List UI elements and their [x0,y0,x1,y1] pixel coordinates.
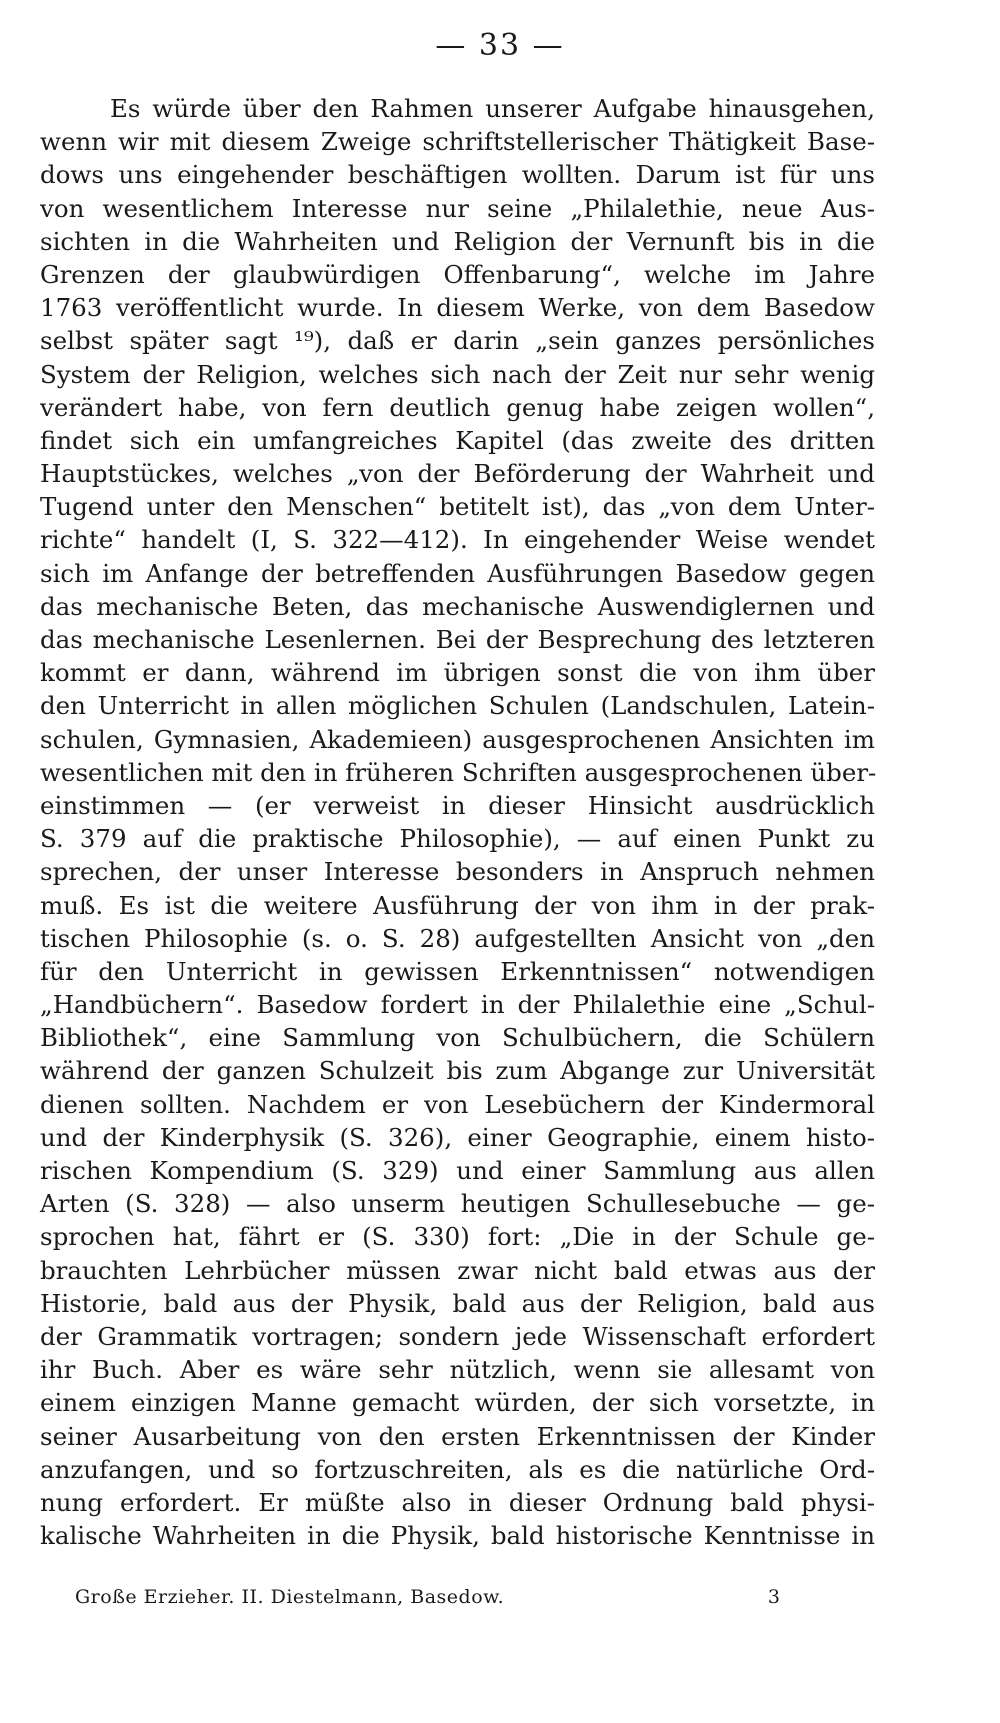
text-line: brauchten Lehrbücher müssen zwar nicht bald etwas aus der [40,1255,875,1285]
text-line: ihr Buch. Aber es wäre sehr nützlich, wenn sie allesamt von [40,1355,875,1385]
text-line: während der ganzen Schulzeit bis zum Abgange zur Universität [40,1056,875,1086]
text-line: muß. Es ist die weitere Ausführung der von ihm in der prak- [40,890,875,920]
text-line: sprechen, der unser Interesse besonders in Anspruch nehmen [40,857,875,887]
text-line: das mechanische Beten, das mechanische Auswendiglernen und [40,591,875,621]
text-line: findet sich ein umfangreiches Kapitel (das zweite des dritten [40,425,875,455]
text-line: selbst später sagt ¹⁹), daß er darin „sein ganzes persönliches [40,326,875,356]
text-line: Bibliothek“, eine Sammlung von Schulbüchern, die Schülern [40,1023,875,1053]
text-line: Grenzen der glaubwürdigen Offenbarung“, welche im Jahre [40,259,875,289]
text-line: Hauptstückes, welches „von der Beförderung der Wahrheit und [40,459,875,489]
text-line: dows uns eingehender beschäftigen wollten. Darum ist für uns [40,160,875,190]
text-line: kalische Wahrheiten in die Physik, bald historische Kenntnisse in [40,1521,875,1551]
text-line: seiner Ausarbeitung von den ersten Erkenntnissen der Kinder [40,1421,875,1451]
text-line: einem einzigen Manne gemacht würden, der sich vorsetzte, in [40,1388,875,1418]
text-line: „Handbüchern“. Basedow fordert in der Philalethie eine „Schul- [40,990,875,1020]
sheet-number: 3 [767,1586,780,1608]
text-line: Tugend unter den Menschen“ betitelt ist), das „von dem Unter- [40,492,875,522]
text-line: richte“ handelt (I, S. 322—412). In eingehender Weise wendet [40,525,875,555]
text-line: sich im Anfange der betreffenden Ausführungen Basedow gegen [40,558,875,588]
text-line: rischen Kompendium (S. 329) und einer Sammlung aus allen [40,1156,875,1185]
text-line: und der Kinderphysik (S. 326), einer Geographie, einem histo- [40,1122,875,1152]
text-line: Historie, bald aus der Physik, bald aus der Religion, bald aus [40,1288,875,1318]
text-line: der Grammatik vortragen; sondern jede Wissenschaft erfordert [40,1321,875,1351]
text-line: kommt er dann, während im übrigen sonst die von ihm über [40,658,875,688]
text-line: von wesentlichem Interesse nur seine „Philalethie, neue Aus- [40,193,875,223]
text-line: anzufangen, und so fortzuschreiten, als es die natürliche Ord- [40,1454,875,1484]
page-footer [75,1586,795,1608]
signature-line: Große Erzieher. II. Diestelmann, Basedow. [75,1586,505,1608]
text-line: schulen, Gymnasien, Akademieen) ausgesprochenen Ansichten im [40,724,875,754]
text-line: für den Unterricht in gewissen Erkenntnissen“ notwendigen [40,956,875,986]
text-line: S. 379 auf die praktische Philosophie), — auf einen Punkt zu [40,824,875,854]
text-line: sichten in die Wahrheiten und Religion der Vernunft bis in die [40,226,875,256]
body-text [40,92,875,1552]
text-line: dienen sollten. Nachdem er von Lesebüchern der Kindermoral [40,1089,875,1119]
text-line: einstimmen — (er verweist in dieser Hinsicht ausdrücklich [40,790,875,820]
text-line: wesentlichen mit den in früheren Schriften ausgesprochenen über- [40,757,877,787]
text-line: sprochen hat, fährt er (S. 330) fort: „Die in der Schule ge- [40,1222,875,1252]
text-line: den Unterricht in allen möglichen Schulen (Landschulen, Latein- [40,691,875,721]
text-line: verändert habe, von fern deutlich genug habe zeigen wollen“, [40,392,875,422]
text-line: tischen Philosophie (s. o. S. 28) aufgestellten Ansicht von „den [40,923,875,953]
text-line: System der Religion, welches sich nach der Zeit nur sehr wenig [40,359,875,389]
text-line: das mechanische Lesenlernen. Bei der Besprechung des letzteren [40,625,875,654]
text-line: 1763 veröffentlicht wurde. In diesem Werke, von dem Basedow [40,293,875,323]
text-line: Es würde über den Rahmen unserer Aufgabe hinausgehen, [110,94,875,123]
text-line: Arten (S. 328) — also unserm heutigen Schullesebuche — ge- [40,1189,875,1219]
page-number: — 33 — [435,28,565,63]
text-line: wenn wir mit diesem Zweige schriftstellerischer Thätigkeit Base- [40,127,875,157]
text-line: nung erfordert. Er müßte also in dieser Ordnung bald physi- [40,1487,875,1517]
